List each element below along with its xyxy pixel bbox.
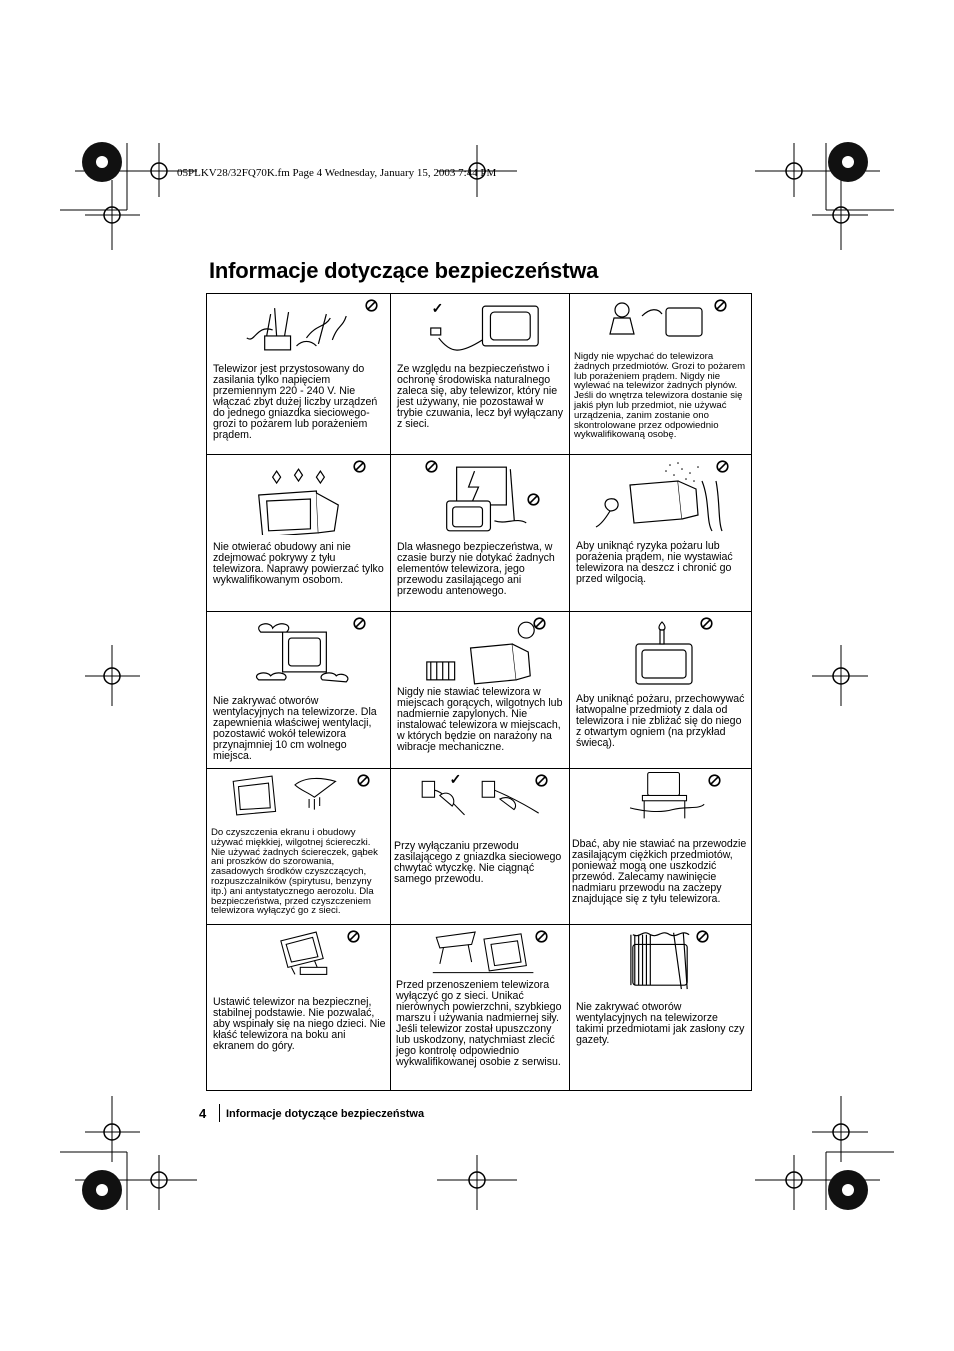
prohibited-icon — [353, 617, 366, 630]
safety-text: Nigdy nie stawiać telewizora w miejscach gorących, wilgotnych lub nadmiernie zapylonych. Nie instalować telewizora w miejscach, w których będzie on narażony na wibracje mechaniczne. — [397, 686, 563, 753]
safety-cell-cover — [207, 455, 391, 612]
safety-cell-power — [207, 294, 391, 455]
safety-cell-unplug — [391, 769, 570, 925]
tv-unplugged-illustration — [391, 294, 569, 362]
safety-text: Aby uniknąć pożaru, przechowywać łatwopalne przedmioty z dala od telewizora i nie zbliżać się do niego z otwartym ogniem (na przykład świecą). — [576, 693, 745, 749]
safety-cell-standby — [391, 294, 570, 455]
prohibited-icon — [347, 930, 360, 943]
footer-divider — [219, 1104, 220, 1122]
safety-text: Ze względu na bezpieczeństwo i ochronę środowiska naturalnego zaleca się, aby telewizor, który nie jest używany, nie pozostawał w trybie czuwania, lecz był wyłączany z sieci. — [397, 363, 564, 430]
prohibited-icon — [716, 460, 729, 473]
candle-tv-illustration — [570, 612, 751, 692]
safety-cell-cable-weight — [570, 769, 751, 925]
safety-text: Do czyszczenia ekranu i obudowy używać miękkiej, wilgotnej ściereczki. Nie używać żadnych ściereczek, gąbek ani proszków do szorowania, zasadowych środków czyszczących, rozpuszczalników (spirytusu, benzyny itp.) ani antystatycznego aerozolu. Dla bezpieczeństwa, przed czyszczeniem telewizora wyłączyć go z sieci. — [211, 827, 378, 917]
safety-text: Nie zakrywać otworów wentylacyjnych na telewizorze. Dla zapewnienia właściwej wentylacji, pozostawić wokół telewizora przynajmniej 10 cm wolnego miejsca. — [213, 695, 377, 762]
safety-text: Nie zakrywać otworów wentylacyjnych na telewizorze takimi przedmiotami jak zasłony czy gazety. — [576, 1001, 745, 1046]
tilted-tv-illustration — [207, 925, 390, 985]
safety-grid — [206, 293, 752, 1091]
prohibited-icon — [708, 774, 721, 787]
safety-cell-ventilation — [207, 612, 391, 769]
prohibited-icon — [714, 299, 727, 312]
safety-text: Ustawić telewizor na bezpiecznej, stabilnej podstawie. Nie pozwalać, aby wspinały się na niego dzieci. Nie kłaść telewizora na boku ani ekranem do góry. — [213, 996, 386, 1052]
safety-text: Przed przenoszeniem telewizora wyłączyć go z sieci. Unikać nierównych powierzchni, szybkiego marszu i używania nadmiernej siły. Jeśli telewizor został upuszczony lub uskodzony, natychmiast zlecić jego kontrolę odpowiednio wykwalifikowanej osobie z serwisu. — [396, 979, 562, 1068]
safety-cell-moisture — [570, 455, 751, 612]
safety-cell-moving — [391, 925, 570, 1090]
file-slug: 05PLKV28/32FQ70K.fm Page 4 Wednesday, January 15, 2003 7:44 PM — [177, 167, 497, 179]
prohibited-icon — [353, 460, 366, 473]
prohibited-icon — [527, 493, 540, 506]
safety-cell-fire — [570, 612, 751, 769]
tv-on-cable-illustration — [570, 769, 751, 829]
footer-section-title: Informacje dotyczące bezpieczeństwa — [226, 1108, 425, 1120]
page-number: 4 — [199, 1106, 207, 1121]
check-icon: ✓ — [431, 300, 444, 316]
page-title: Informacje dotyczące bezpieczeństwa — [209, 258, 599, 283]
safety-text: Aby uniknąć ryzyka pożaru lub porażenia prądem, nie wystawiać telewizora na deszcz i chronić go przed wilgocią. — [576, 540, 733, 585]
safety-text: Nigdy nie wpychać do telewizora żadnych przedmiotów. Grozi to pożarem lub porażeniem prądem. Nigdy nie wylewać na telewizor żadnych płynów. Jeśli do wnętrza telewizora dostanie się jakiś płyn lub przedmiot, nie używać urządzenia, zanim zostanie ono skontrolowane przez odpowiednio wykwalifikowaną osobę. — [574, 351, 746, 441]
safety-text: Nie otwierać obudowy ani nie zdejmować pokrywy z tyłu telewizora. Naprawy powierzać tylko wykwalifikowanym osobom. — [213, 541, 384, 586]
safety-cell-cleaning — [207, 769, 391, 925]
safety-text: Dbać, aby nie stawiać na przewodzie zasilającym ciężkich przedmiotów, ponieważ mogą one uszkodzić przewód. Zalecamy nawinięcie nadmiaru przewodu na zaczepy znajdujące się z tyłu telewizora. — [572, 838, 747, 905]
safety-cell-storm — [391, 455, 570, 612]
prohibited-icon — [365, 299, 378, 312]
safety-text: Telewizor jest przystosowany do zasilania tylko napięciem przemiennym 220 - 240 V. Nie włączać zbyt dużej liczby urządzeń do jednego gniazdka sieciowego- grozi to pożarem lub porażeniem prądem. — [213, 363, 378, 441]
safety-cell-curtains — [570, 925, 751, 1090]
prohibited-icon — [696, 930, 709, 943]
check-icon: ✓ — [449, 771, 462, 787]
prohibited-icon — [700, 617, 713, 630]
tv-curtains-illustration — [570, 925, 751, 991]
prohibited-icon — [425, 460, 438, 473]
safety-cell-stability — [207, 925, 391, 1090]
prohibited-icon — [533, 617, 546, 630]
safety-cell-heat-dust — [391, 612, 570, 769]
prohibited-icon — [535, 774, 548, 787]
safety-text: Dla własnego bezpieczeństwa, w czasie burzy nie dotykać żadnych elementów telewizora, jego przewodu zasilającego ani przewodu antenowego. — [397, 541, 555, 597]
lightning-tv-illustration — [391, 455, 569, 535]
prohibited-icon — [357, 774, 370, 787]
multiple-plugs-illustration — [207, 294, 390, 362]
safety-cell-objects-liquids — [570, 294, 751, 455]
prohibited-icon — [535, 930, 548, 943]
safety-text: Przy wyłączaniu przewodu zasilającego z gniazdka sieciowego chwytać wtyczkę. Nie ciągnąć samego przewodu. — [394, 840, 562, 885]
